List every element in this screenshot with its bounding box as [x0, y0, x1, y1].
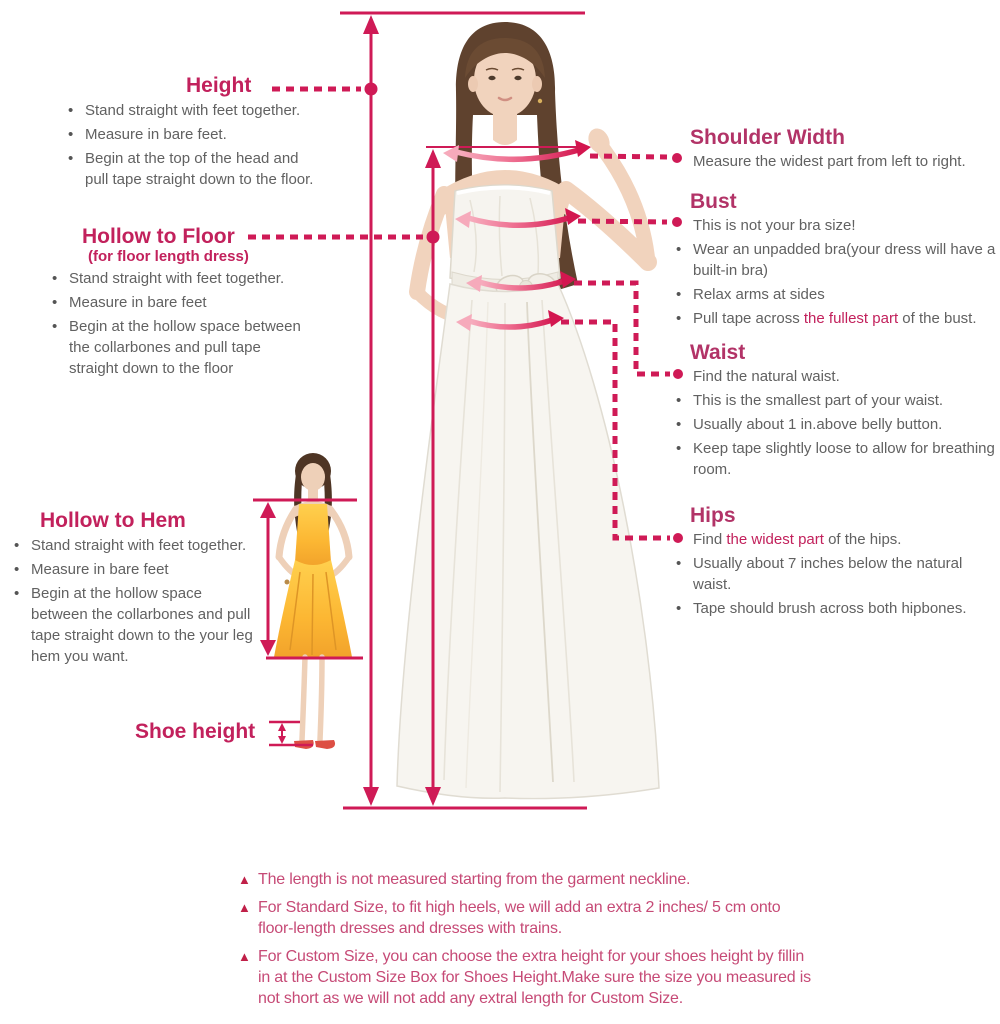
- shoe-left: [294, 740, 314, 749]
- bullet-text: of the bust.: [898, 310, 977, 327]
- note-line: in at the Custom Size Box for Shoes Height.Make sure the size you measured is: [258, 969, 811, 986]
- note-item: [238, 897, 878, 939]
- hollow-to-floor-bullets: [52, 268, 314, 379]
- bullet-highlight: the fullest part: [803, 310, 899, 327]
- hips-bullets: [676, 529, 1000, 619]
- shoulder-width-title: Shoulder Width: [690, 126, 845, 149]
- footnotes: [238, 869, 878, 1016]
- bust-section: [690, 191, 1000, 332]
- note-text: [258, 869, 690, 890]
- hollow-arrow-down: [425, 787, 441, 806]
- height-connector-dot: [365, 83, 378, 96]
- bullet-text: Find: [693, 531, 727, 548]
- instruction-bullet: • This is the smallest part of your waist.: [676, 390, 1000, 411]
- instruction-bullet: • Measure in bare feet.: [68, 124, 326, 145]
- bust-bullets: [676, 215, 1000, 329]
- instruction-bullet: [676, 529, 1000, 550]
- height-bullets: [68, 100, 326, 190]
- instruction-bullet: Measure the widest part from left to right.: [693, 153, 966, 170]
- shoe-height-mark: [269, 722, 313, 745]
- waist-title: Waist: [690, 341, 746, 364]
- instruction-bullet: • Stand straight with feet together.: [14, 535, 260, 556]
- triangle-marker-icon: ▲: [238, 900, 251, 915]
- hollow-to-hem-title: Hollow to Hem: [40, 509, 186, 532]
- waist-section: [690, 342, 1000, 483]
- shoulder-width-section: [690, 127, 1000, 175]
- hips-arrow-left: [456, 314, 472, 331]
- main-model-illustration: [397, 22, 659, 799]
- small-model-illustration: [274, 453, 352, 749]
- instruction-bullet: • Begin at the top of the head and pull tape straight down to the floor.: [68, 148, 326, 190]
- hollow-arrow-up: [425, 149, 441, 168]
- bust-connector: [578, 221, 667, 222]
- bullet-text: of the hips.: [823, 531, 902, 548]
- hips-connector: [561, 322, 670, 538]
- shoe-height-title: Shoe height: [135, 720, 256, 743]
- triangle-marker-icon: ▲: [238, 949, 251, 964]
- note-line: The length is not measured starting from the garment neckline.: [258, 871, 691, 888]
- waist-bullets: [676, 366, 1000, 480]
- instruction-bullet: • Relax arms at sides: [676, 284, 1000, 305]
- instruction-bullet: • Measure in bare feet: [52, 292, 314, 313]
- note-line: floor-length dresses and dresses with trains.: [258, 920, 563, 937]
- hips-section: [690, 505, 1000, 622]
- bust-arrow: [468, 217, 572, 225]
- waist-arrow-right: [560, 271, 576, 288]
- bust-title: Bust: [690, 190, 737, 213]
- instruction-bullet: • Usually about 1 in.above belly button.: [676, 414, 1000, 435]
- instruction-bullet: • Begin at the hollow space between the collarbones and pull tape straight down to the floor: [52, 316, 314, 379]
- shoulder-arrow-right: [575, 140, 591, 157]
- instruction-bullet: • Wear an unpadded bra(your dress will have a built-in bra): [676, 239, 1000, 281]
- earring: [538, 99, 542, 103]
- note-line: not short as we will not add any extral length for Custom Size.: [258, 990, 683, 1007]
- instruction-bullet: [676, 308, 1000, 329]
- note-line: For Standard Size, to fit high heels, we will add an extra 2 inches/ 5 cm onto: [258, 899, 781, 916]
- hollow-to-hem-section: [14, 509, 260, 670]
- note-line: For Custom Size, you can choose the extra height for your shoes height by fillin: [258, 948, 805, 965]
- bullet-text: Pull tape across: [693, 310, 804, 327]
- hips-title: Hips: [690, 504, 736, 527]
- shoulder-connector: [590, 156, 667, 157]
- instruction-bullet: • Tape should brush across both hipbones.: [676, 598, 1000, 619]
- instruction-bullet: • Begin at the hollow space between the collarbones and pull tape straight down to the your leg hem you want.: [14, 583, 260, 667]
- bullet-highlight: the widest part: [726, 531, 824, 548]
- shoulder-width-arrow: [456, 149, 582, 159]
- note-text: [258, 897, 780, 939]
- instruction-bullet: Find the natural waist.: [693, 368, 840, 385]
- instruction-bullet: This is not your bra size!: [693, 217, 856, 234]
- bust-arrow-right: [565, 208, 581, 225]
- hem-arrow-down: [260, 640, 276, 656]
- instruction-bullet: • Keep tape slightly loose to allow for breathing room.: [676, 438, 1000, 480]
- hips-arrow: [469, 319, 555, 327]
- triangle-marker-icon: ▲: [238, 872, 251, 887]
- note-item: [238, 946, 878, 1009]
- hollow-to-floor-section: [52, 225, 314, 382]
- waist-arrow-left: [466, 275, 482, 292]
- hollow-to-hem-bullets: [14, 535, 260, 667]
- height-title: Height: [186, 74, 252, 97]
- height-section: [68, 74, 326, 193]
- shoulder-width-bullets: [676, 151, 1000, 172]
- instruction-bullet: • Stand straight with feet together.: [52, 268, 314, 289]
- hollow-connector-dot: [427, 231, 440, 244]
- hollow-to-floor-title: Hollow to Floor: [82, 225, 235, 248]
- instruction-bullet: • Stand straight with feet together.: [68, 100, 326, 121]
- shoe-right: [315, 740, 335, 749]
- instruction-bullet: • Measure in bare feet: [14, 559, 260, 580]
- note-text: [258, 946, 811, 1009]
- waist-connector: [574, 283, 670, 374]
- bracelet: [285, 580, 290, 585]
- hollow-to-floor-subtitle: (for floor length dress): [88, 248, 249, 265]
- hem-arrow-up: [260, 502, 276, 518]
- instruction-bullet: • Usually about 7 inches below the natural waist.: [676, 553, 1000, 595]
- height-arrow-up: [363, 15, 379, 34]
- waist-arrow: [479, 280, 567, 288]
- bust-arrow-left: [455, 211, 471, 228]
- note-item: [238, 869, 878, 890]
- hips-arrow-right: [548, 310, 564, 327]
- height-arrow-down: [363, 787, 379, 806]
- shoulder-arrow-left: [443, 145, 459, 162]
